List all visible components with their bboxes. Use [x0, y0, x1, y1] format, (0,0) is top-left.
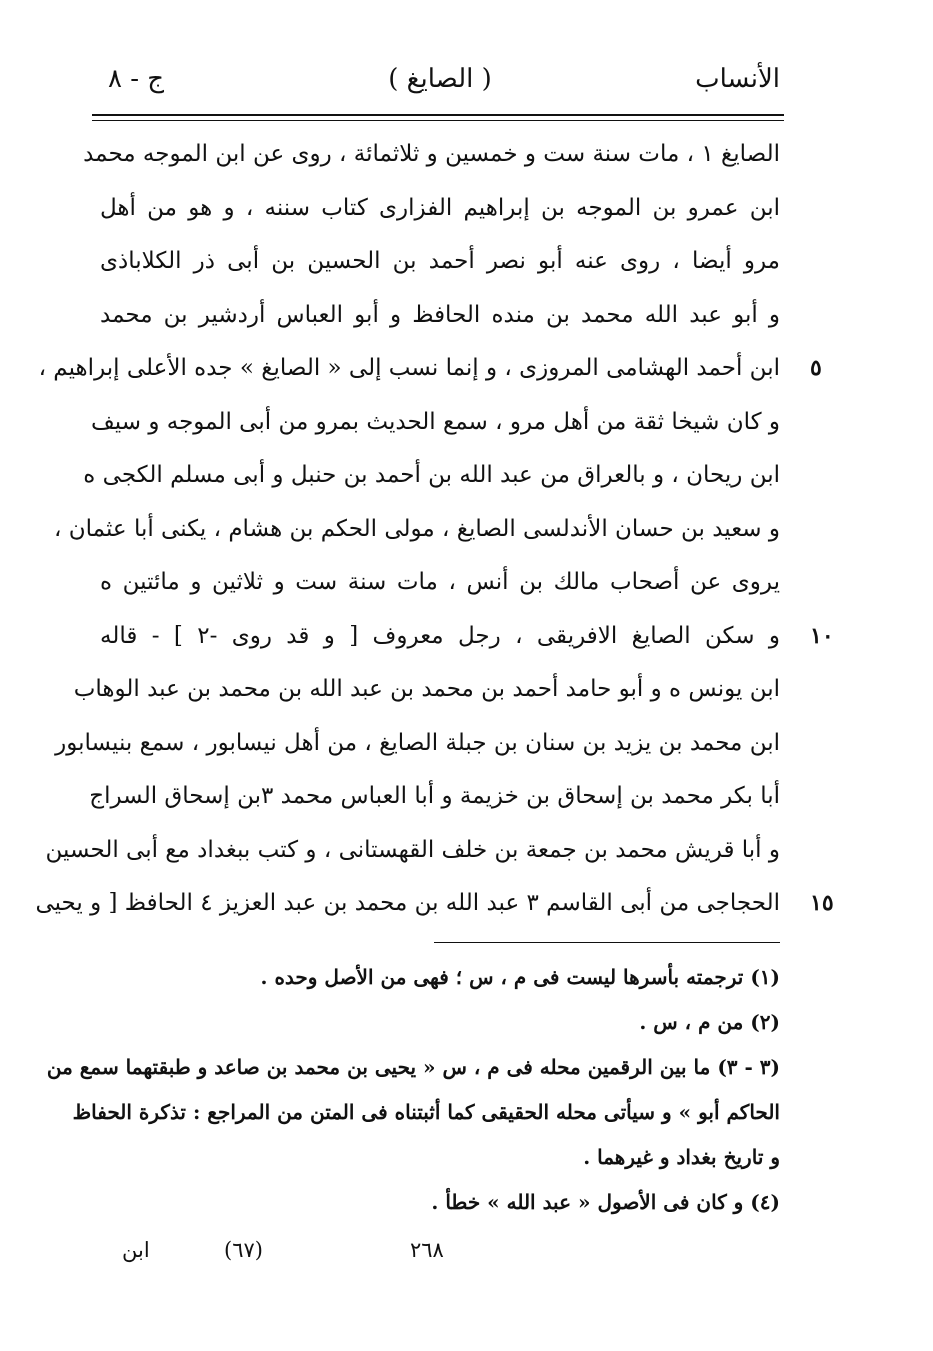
text-line [100, 235, 780, 289]
line-text: و سكن الصايغ الافريقى ، رجل معروف [ و قد روى -٢ ] - قاله [100, 622, 780, 649]
header-rule [92, 114, 784, 116]
line-text: ابن أحمد الهشامى المروزى ، و إنما نسب إلى « الصايغ » جده الأعلى إبراهيم ، [38, 355, 780, 381]
text-line [100, 289, 780, 343]
footnote-line: الحاكم أبو » و سيأتى محله الحقيقى كما أثبتناه فى المتن من المراجع : تذكرة الحفاظ [72, 1100, 780, 1124]
line-text: ابن يونس ه و أبو حامد أحمد بن محمد بن عبد الله بن محمد بن عبد الوهاب [73, 676, 780, 702]
footnote-line: (٤) و كان فى الأصول « عبد الله » خطأ . [431, 1190, 780, 1214]
line-text: الصايغ ١ ، مات سنة ست و خمسين و ثلاثمائة ، روى عن ابن الموجه محمد [83, 141, 780, 167]
text-line [100, 556, 780, 610]
text-line [83, 128, 780, 182]
line-number: ١٥ [810, 890, 834, 916]
text-line [35, 877, 834, 931]
line-text: ابن محمد بن يزيد بن سنان بن جبلة الصايغ ، من أهل نيسابور ، سمع بنيسابور [55, 729, 780, 756]
line-text: أبا بكر محمد بن إسحاق بن خزيمة و أبا العباس محمد ٣بن إسحاق السراج [89, 783, 780, 809]
line-text: يروى عن أصحاب مالك بن أنس ، مات سنة ست و ثلاثين و مائتين ه [100, 569, 780, 595]
line-number: ٥ [810, 355, 822, 381]
line-text: ابن ريحان ، و بالعراق من عبد الله بن أحمد بن حنبل و أبى مسلم الكجى ه [83, 462, 780, 488]
footnotes [46, 955, 780, 1225]
text-line [89, 770, 780, 824]
text-line [83, 449, 780, 503]
line-text: و سعيد بن حسان الأندلسى الصايغ ، مولى الحكم بن هشام ، يكنى أبا عثمان ، [54, 515, 780, 542]
page-header [100, 62, 780, 102]
header-rule-thin [92, 120, 784, 121]
line-number: ١٠ [810, 622, 834, 649]
page-number: ٢٦٨ [410, 1238, 444, 1262]
footnote-line: و تاريخ بغداد و غيرهما . [583, 1145, 780, 1169]
signature-mark: (٦٧) [224, 1238, 263, 1262]
line-text: و كان شيخا ثقة من أهل مرو ، سمع الحديث بمرو من أبى الموجه و سيف [90, 408, 780, 435]
line-text: ابن عمرو بن الموجه بن إبراهيم الفزارى كتاب سننه ، و هو من أهل [100, 194, 780, 221]
text-line [100, 610, 834, 664]
catchword: ابن [122, 1238, 150, 1262]
entry-title: ( الصايغ ) [388, 64, 492, 94]
line-text: و أبا قريش محمد بن جمعة بن خلف القهستانى ، و كتب ببغداد مع أبى الحسين [45, 836, 780, 863]
text-line [100, 182, 780, 236]
page-footer [100, 1232, 780, 1272]
text-line [45, 824, 780, 878]
text-line [55, 717, 780, 771]
main-text [35, 128, 834, 931]
footnote-rule [434, 942, 780, 943]
text-line [90, 396, 780, 450]
footnote-line: (٣ - ٣) ما بين الرقمين محله فى م ، س « يحيى بن محمد بن صاعد و طبقتهما سمع من [46, 1055, 780, 1079]
book-title: الأنساب [695, 64, 780, 94]
text-line [38, 342, 822, 396]
line-text: و أبو عبد الله محمد بن منده الحافظ و أبو العباس أردشير بن محمد [100, 301, 780, 328]
volume-number: ج - ٨ [108, 64, 165, 94]
footnote-line: (١) ترجمته بأسرها ليست فى م ، س ؛ فهى من الأصل وحده . [260, 965, 780, 989]
line-text: مرو أيضا ، روى عنه أبو نصر أحمد بن الحسين بن أبى ذر الكلاباذى [100, 248, 780, 274]
line-text: الحجاجى من أبى القاسم ٣ عبد الله بن محمد بن عبد العزيز ٤ الحافظ [ و يحيى [35, 890, 780, 916]
text-line [73, 663, 780, 717]
text-line [54, 503, 780, 557]
footnote-line: (٢) من م ، س . [639, 1010, 780, 1034]
